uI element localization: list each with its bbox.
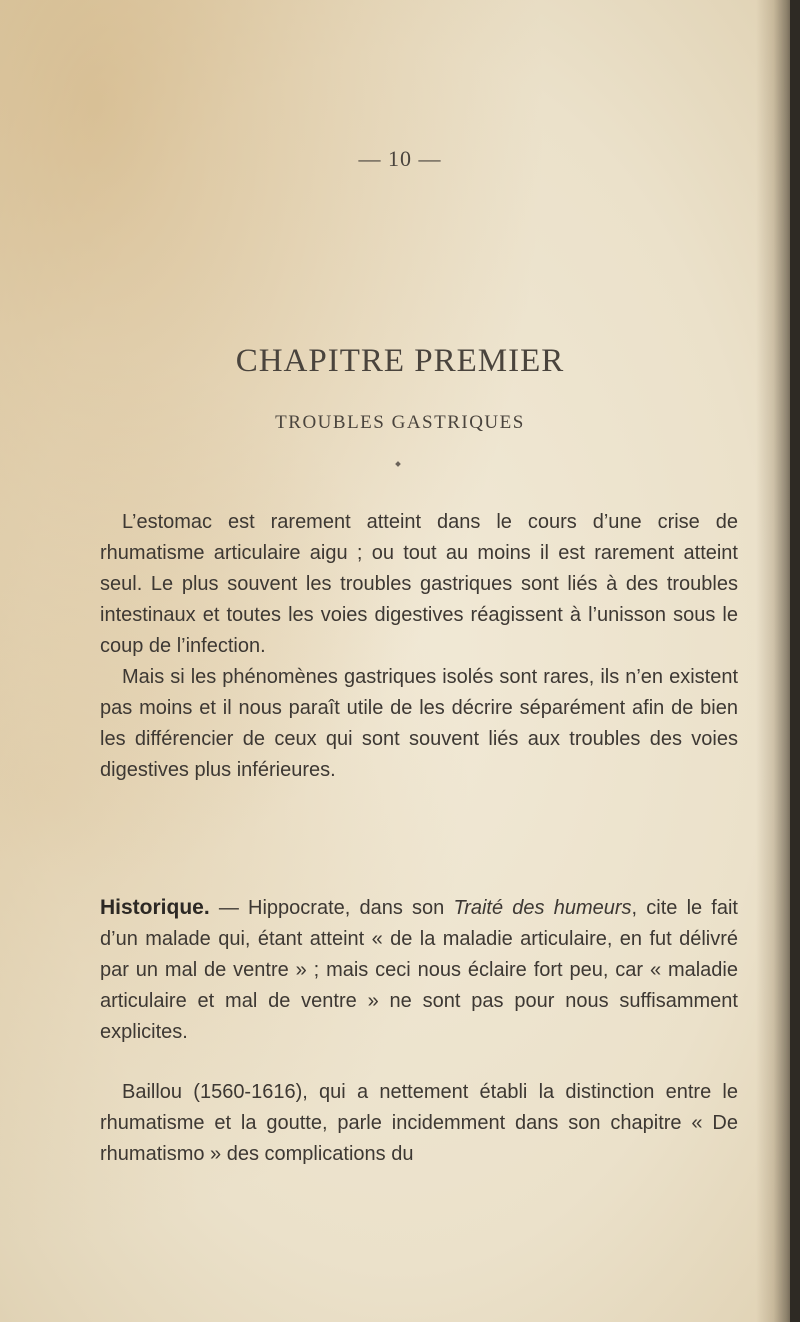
paragraph-stomach-intro: L’estomac est rarement atteint dans le cours d’une crise de rhumatisme articulaire aigu ; ou tout au moins il est rarement atteint seul. Le plus souvent les troubles gastriques sont liés à des troubles intestinaux et toutes les voies digestives réagissent à l’unisson sous le coup de l’infection.: [100, 511, 738, 657]
paragraph-historique: [100, 892, 738, 1048]
book-title-traite: Traité des humeurs: [453, 897, 632, 919]
chapter-title: CHAPITRE PREMIER: [235, 343, 565, 379]
historique-heading: Historique.: [100, 896, 210, 919]
page-number: — 10 —: [358, 146, 442, 171]
paragraph-baillou: Baillou (1560-1616), qui a nettement établi la distinction entre le rhumatisme et la goutte, parle incidemment dans son chapitre « De rhumatismo » des complications du: [100, 1081, 738, 1165]
historique-text-part2: , cite le fait d’un malade qui, étant atteint « de la maladie articulaire, en fut délivré par un mal de ventre » ; mais ceci nous éclaire fort peu, car « maladie articulaire et mal de ventre » ne sont pas pour nous suffisamment explicites.: [100, 897, 738, 1043]
ornament-mark: [395, 461, 401, 467]
historique-text-part1: — Hippocrate, dans son: [209, 897, 454, 919]
section-title: TROUBLES GASTRIQUES: [275, 412, 525, 433]
page-edge: [790, 0, 800, 1322]
paragraph-isolated-phenomena: Mais si les phénomènes gastriques isolés sont rares, ils n’en existent pas moins et il nous paraît utile de les décrire séparément afin de bien les différencier de ceux qui sont souvent liés aux troubles des voies digestives plus inférieures.: [100, 666, 738, 781]
